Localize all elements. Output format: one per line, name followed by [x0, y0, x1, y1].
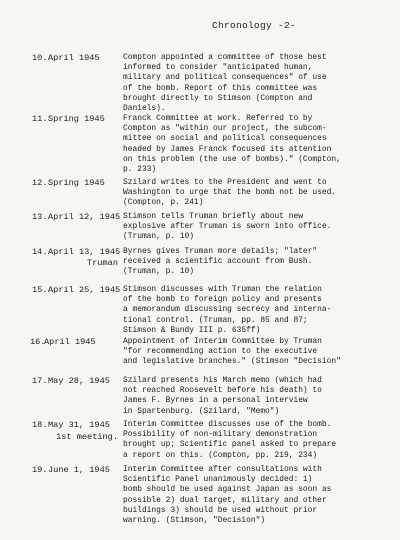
entry-text: Stimson tells Truman briefly about new explosive after Truman is sworn into office. (Truman, p. 10) [123, 212, 332, 242]
entry-text: Szilard presents his March memo (which had not reached Roosevelt before his death) to James F. Byrnes in a personal interview in Spartenburg. (Szilard, "Memo") [123, 376, 322, 416]
entry-date: Spring 1945 [48, 178, 105, 188]
entry-number: 11. [32, 114, 48, 124]
entry-date: April 1945 [48, 53, 100, 63]
entry-date: April 25, 1945 [48, 285, 121, 295]
entry-text: Franck Committee at work. Referred to by Compton as "within our project, the subcom- mittee on social and political consequences headed by James Franck focused its attention on this problem (the use of bombs)." (Compton, p. 233) [123, 114, 341, 175]
entry-number: 15. [32, 285, 48, 295]
entry-text: Stimson discusses with Truman the relation of the bomb to foreign policy and presents a memorandum discussing secrecy and interna- tional control. (Truman, pp. 85 and 87; Stimson & Bundy III p. 635ff) [123, 285, 332, 335]
entry-date: April 13, 1945 [48, 247, 121, 257]
entry-text: Appointment of Interim Committee by Truman "for recommending action to the executive and legislative branches." (Stimson "Decision" [123, 337, 341, 367]
entry-side-note: 1st meeting. [56, 432, 118, 442]
entry-text: Interim Committee after consultations with Scientific Panel unanimously decided: 1) bomb should be used against Japan as soon as possible 2) dual target, military and other buildings 3) should be used without prior warning. (Stimson, "Decision") [123, 465, 332, 526]
entry-number: 10. [32, 53, 48, 63]
page-header: Chronology -2- [212, 20, 297, 31]
entry-date: April 12, 1945 [48, 212, 121, 222]
entry-number: 17. [32, 376, 48, 386]
entry-number: 18. [32, 420, 48, 430]
entry-number: 19. [32, 465, 48, 475]
entry-number: 12. [32, 178, 48, 188]
entry-side-note: Truman [87, 258, 118, 268]
entry-text: Byrnes gives Truman more details; "later" received a scientific account from Bush. (Truman, p. 10) [123, 247, 318, 277]
entry-date: June 1, 1945 [48, 465, 110, 475]
entry-date: May 31, 1945 [48, 420, 110, 430]
entry-number: 13. [32, 212, 48, 222]
entry-number: 14. [32, 247, 48, 257]
entry-date: April 1945 [44, 337, 96, 347]
entry-text: Szilard writes to the President and went to Washington to urge that the bomb not be used. (Compton, p. 241) [123, 178, 337, 208]
entry-number: 16. [30, 337, 46, 347]
entry-date: May 28, 1945 [48, 376, 110, 386]
entry-date: Spring 1945 [48, 114, 105, 124]
entry-text: Interim Committee discusses use of the bomb. Possibility of non-military demonstration brought up; Scientific panel asked to prepare a report on this. (Compton, pp. 219, 234) [123, 420, 337, 460]
entry-text: Compton appointed a committee of those best informed to consider "anticipated human, military and political consequences" of use of the bomb. Report of this committee was brought directly to Stimson (Compton and Daniels). [123, 53, 327, 114]
